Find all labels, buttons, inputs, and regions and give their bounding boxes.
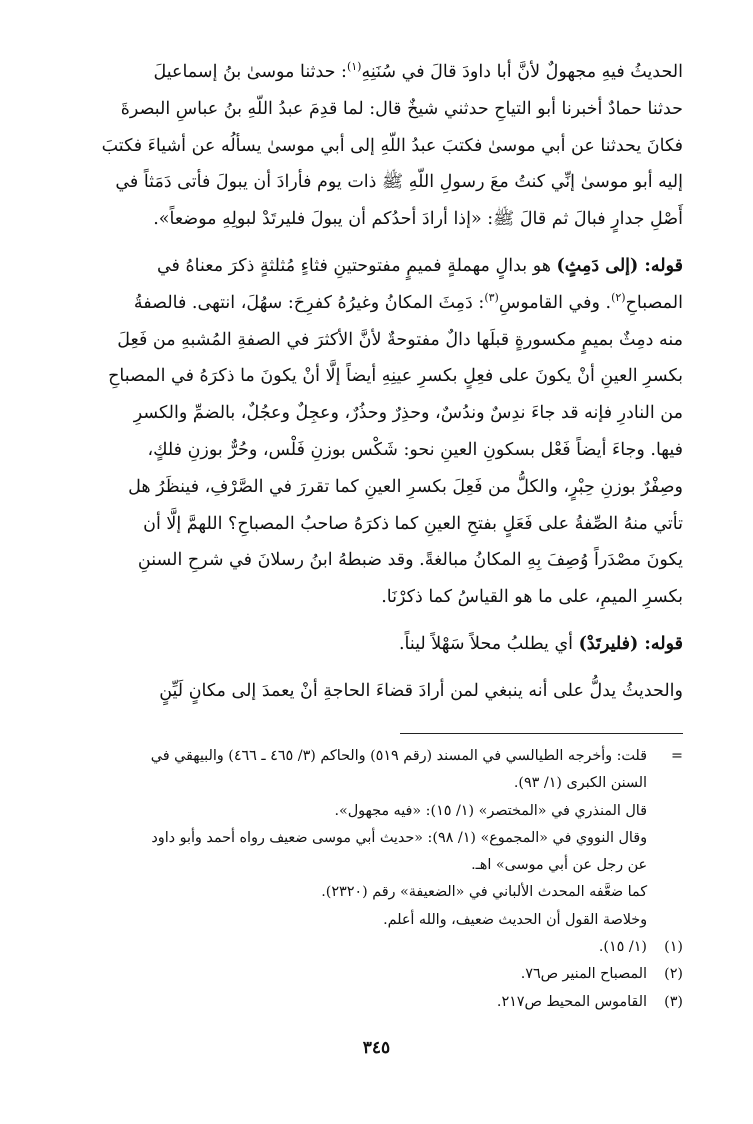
paragraph-commentary-damith [70, 248, 683, 616]
footnote-item: (٣) القاموس المحيط ص٢١٧. [70, 989, 683, 1016]
footnote-separator [400, 733, 683, 734]
footnote-item: (١) (١/ ١٥). [70, 934, 683, 961]
text-line: والحديثُ يدلُّ على أنه ينبغي لمن أرادَ قضاءَ الحاجةِ أنْ يعمدَ إلى مكانٍ لَيِّنٍ [159, 680, 683, 701]
page-number: ٣٤٥ [362, 1038, 391, 1058]
text-line: إليه أبو موسىٰ إنِّي كنتُ معَ رسولِ اللّهِ ﷺ ذات يوم فأرادَ أن يبولَ فأتى دَمَثاً في [115, 172, 683, 193]
text-line: بكسرِ العينِ أنْ يكونَ على فعِلٍ بكسرِ عينِهِ أيضاً إلَّا أنْ يكونَ ما ذكرَهُ في المصباحِ [108, 366, 683, 387]
footnotes [70, 743, 683, 1016]
footnote-line: قال المنذري في «المختصر» (١/ ١٥): «فيه مجهول». [334, 802, 647, 819]
text-line: الحديثُ فيهِ مجهولٌ لأنَّ أبا داودَ قالَ في سُنَنِهِ$^{(١)}$: حدثنا موسىٰ بنُ إسماعيلَ [153, 60, 683, 82]
text-line: من النادرِ فإنه قد جاءَ ندِسٌ وندُسٌ، وحذِرٌ وحذُرٌ، وعجِلٌ وعجُلٌ، بالضمِّ والكسرِ [133, 403, 683, 424]
text-line: منه دمِثٌ بميمٍ مكسورةٍ قبلَها دالٌ مفتوحةٌ لأنَّ الأكثرَ في الصفةِ المُشبهِ من فَعِلَ [117, 329, 683, 350]
text-line: وصِفْرٌ بوزنِ حِبْرٍ، والكلُّ من فَعِلَ بكسرِ العينِ كما تقررَ في الصَّرْفِ، فينظَرُ هل [128, 476, 683, 497]
footnote-number: (٢) [664, 966, 683, 983]
text-line: حدثنا حمادٌ أخبرنا أبو التياحِ حدثني شيخٌ قال: لما قدِمَ عبدُ اللّهِ بنُ عباسِ البصرةَ [120, 98, 683, 119]
footnote-number: (٣) [664, 993, 683, 1010]
text-line: أَصْلِ جدارٍ فبالَ ثم قالَ ﷺ: «إذا أرادَ أحدُكم أن يبولَ فليرتَدْ لبولِهِ موضعاً». [153, 209, 683, 230]
text-line: تأتي منهُ الصِّفةُ على فَعَلٍ بفتحِ العينِ كما ذكرَهُ صاحبُ المصباحِ؟ اللهمَّ إلَّا أن [143, 513, 683, 534]
footnote-number: (١) [664, 939, 683, 956]
lemma-heading: قوله: (إلى دَمِثٍ) [556, 255, 683, 276]
footnote-item: (٢) المصباح المنير ص٧٦. [70, 961, 683, 988]
text-line: قوله: (فليرتَدْ) أي يطلبُ محلاً سَهْلاً ليناً. [398, 633, 683, 654]
lemma-heading: قوله: (فليرتَدْ) [578, 633, 683, 654]
footnote-line: السنن الكبرى (١/ ٩٣). [513, 775, 647, 792]
footnote-line: = قلت: وأخرجه الطيالسي في المسند (رقم ٥١٩) والحاكم (٣/ ٤٦٥ ـ ٤٦٦) والبيهقي في [70, 743, 683, 770]
main-text [70, 54, 683, 710]
continuation-mark: = [671, 748, 683, 764]
paragraph-hadith [70, 54, 683, 238]
footnote-line: وخلاصة القول أن الحديث ضعيف، والله أعلم. [383, 911, 647, 928]
text-line: فكانَ يحدثنا عن أبي موسىٰ فكتبَ عبدُ اللّهِ إلى أبي موسىٰ يسألُه عن أشياءَ فكتبَ [101, 135, 683, 156]
footnote-ref: (٢) [611, 290, 626, 304]
footnote-line: عن رجل عن أبي موسى» اهـ. [471, 857, 647, 874]
text-line: قوله: (إلى دَمِثٍ) هو بدالٍ مهملةٍ فميمٍ مفتوحتينِ فثاءٍ مُثلثةٍ ذكرَ معناهُ في [156, 255, 683, 276]
text-line: يكونَ مصْدَراً وُصِفَ بِهِ المكانُ مبالغةً. وقد ضبطهُ ابنُ رسلانَ في شرحِ السننِ [137, 550, 683, 571]
paragraph-commentary-yartad [70, 626, 683, 663]
text-line: بكسرِ الميمِ، على ما هو القياسُ كما ذكرْنَا. [381, 587, 683, 608]
text-line: المصباحِ$^{(٢)}$. وفي القاموسِ$^{(٣)}$: دَمِثَ المكانُ وغيرُهُ كفرِحَ: سهُلَ، انتهى. فالصفةُ [133, 290, 683, 313]
text-line: فيها. وجاءَ أيضاً فَعْل بسكونِ العينِ نحو: شَكْس بوزنِ فَلْس، وحُرٌّ بوزنِ فلكٍ، [147, 439, 683, 460]
footnote-line: وقال النووي في «المجموع» (١/ ٩٨): «حديث أبي موسى ضعيف رواه أحمد وأبو داود [151, 829, 647, 846]
footnote-ref: (١) [346, 60, 362, 73]
footnote-ref: (٣) [484, 290, 499, 304]
footnote-line: كما ضعَّفه المحدث الألباني في «الضعيفة» رقم (٢٣٢٠). [321, 884, 647, 901]
paragraph-conclusion [70, 673, 683, 710]
